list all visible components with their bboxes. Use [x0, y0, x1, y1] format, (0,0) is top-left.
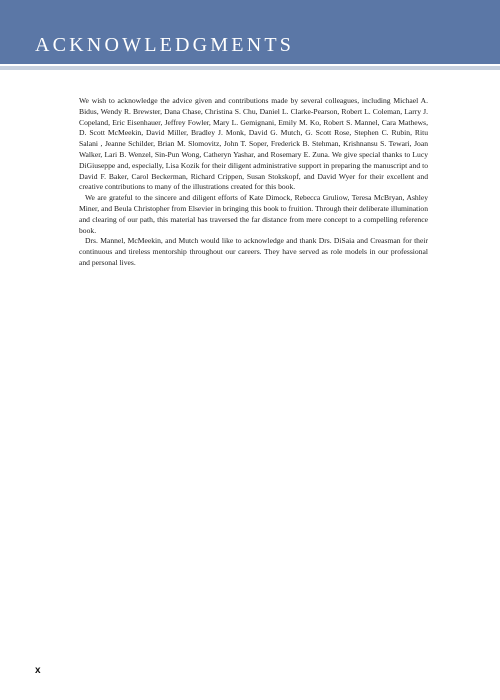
paragraph-mentorship: Drs. Mannel, McMeekin, and Mutch would like to acknowledge and thank Drs. DiSaia and Creasman for their continuous and tireless mentorship throughout our careers. They have served as role models in our professional and personal lives.: [79, 236, 428, 267]
header-rule: [0, 66, 500, 70]
page-number: x: [35, 665, 41, 676]
paragraph-contributors: We wish to acknowledge the advice given and contributions made by several colleagues, including Michael A. Bidus, Wendy R. Brewster, Dana Chase, Christina S. Chu, Daniel L. Clarke-Pearson, Robert L. Coleman, Larry J. Copeland, Eric Eisenhauer, Jeffrey Fowler, Mary L. Gemignani, Emily M. Ko, Robert S. Mannel, Cara Mathews, D. Scott McMeekin, David Miller, Bradley J. Monk, David G. Mutch, G. Scott Rose, Stephen C. Rubin, Ritu Salani , Jeanne Schilder, Brian M. Slomovitz, John T. Soper, Frederick B. Stehman, Krishnansu S. Tewari, Joan Walker, Lari B. Wenzel, Sin-Pun Wong, Catheryn Yashar, and Rosemary E. Zuna. We give special thanks to Lucy DiGiuseppe and, especially, Lisa Kozik for their diligent administrative support in preparing the manuscript and to David F. Baker, Carol Beckerman, Richard Crippen, Susan Stokskopf, and David Wyer for their excellent and creative contributions to many of the illustrations created for this book.: [79, 96, 428, 192]
page-title: ACKNOWLEDGMENTS: [35, 34, 295, 56]
paragraph-publisher-thanks: We are grateful to the sincere and diligent efforts of Kate Dimock, Rebecca Gruliow, Teresa McBryan, Ashley Miner, and Beula Christopher from Elsevier in bringing this book to fruition. Through their deliberate illumination and clearing of our path, this material has traversed the far distance from mere concept to a compelling reference book.: [79, 193, 428, 235]
acknowledgments-body: [79, 96, 428, 269]
header-band: [0, 0, 500, 64]
